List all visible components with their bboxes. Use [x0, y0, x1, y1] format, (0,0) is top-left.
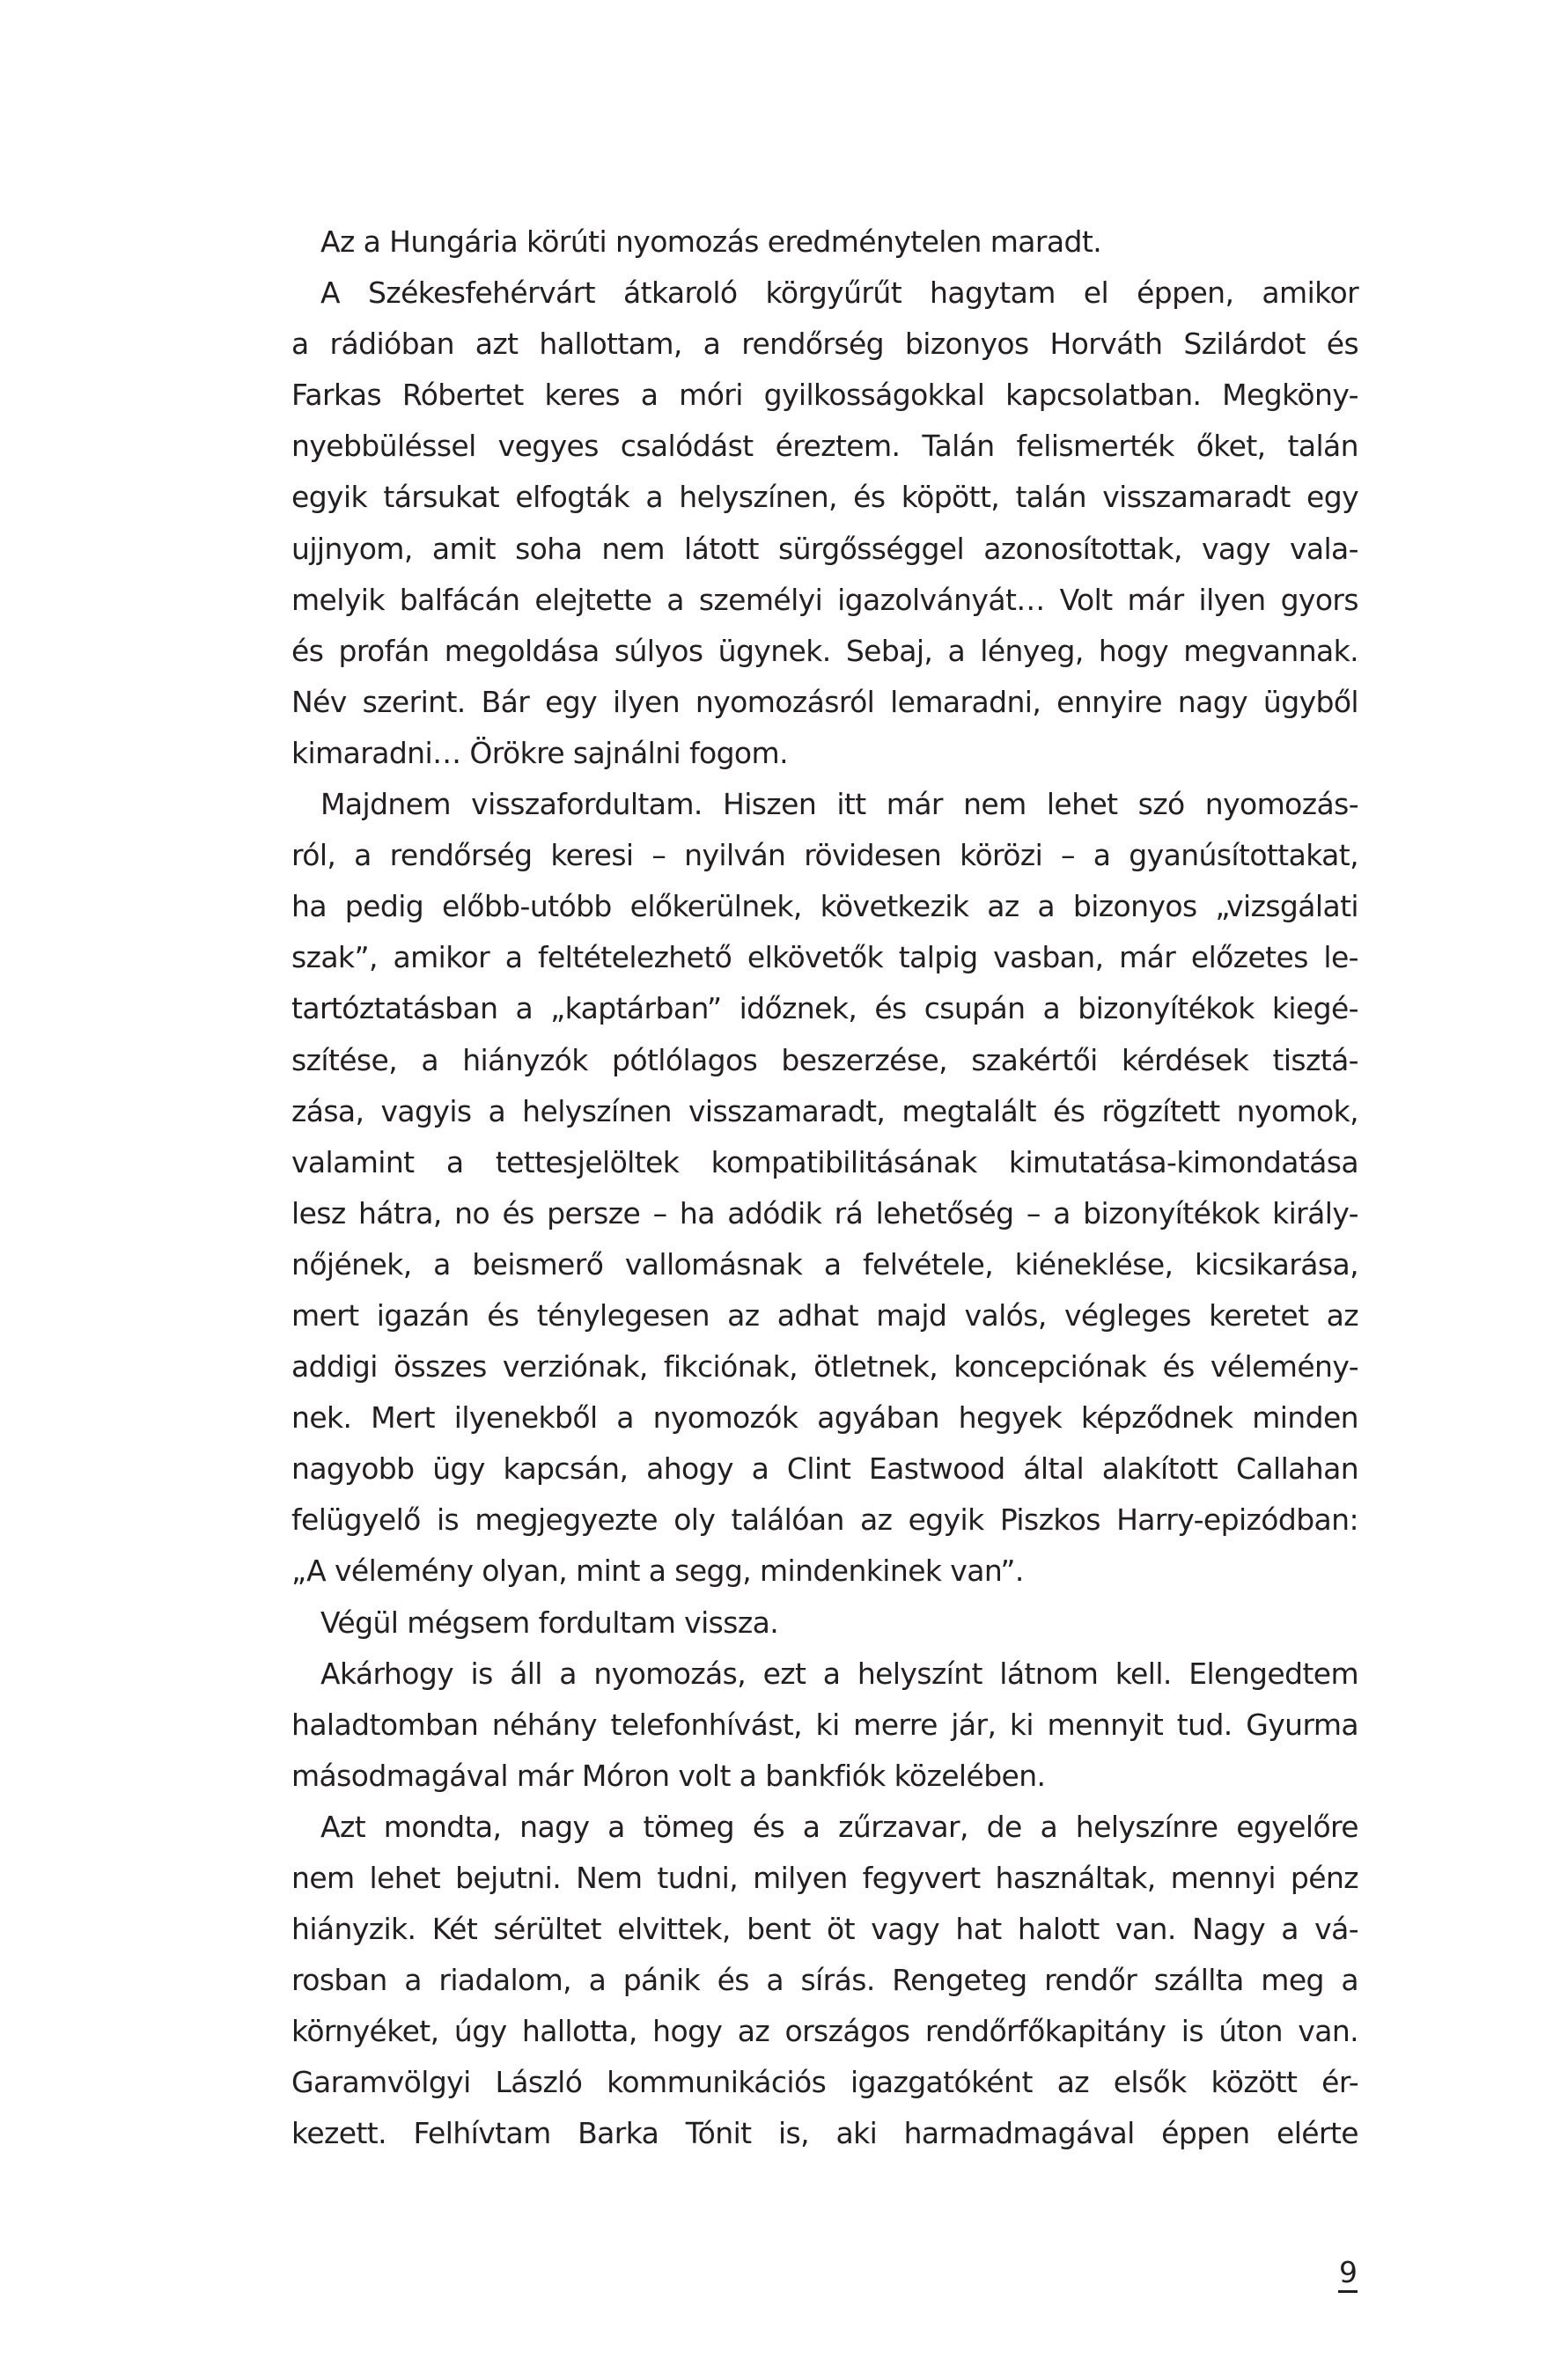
paragraph	[291, 1598, 1358, 1649]
text-line: felügyelő is megjegyezte oly találóan az egyik Piszkos Harry-epizódban:	[291, 1502, 1358, 1538]
text-line: Név szerint. Bár egy ilyen nyomozásról lemaradni, ennyire nagy ügyből	[291, 684, 1358, 719]
text-line: nagyobb ügy kapcsán, ahogy a Clint Eastwood által alakított Callahan	[291, 1451, 1359, 1487]
page-number: 9	[1339, 2255, 1358, 2289]
paragraph	[291, 268, 1358, 779]
text-line: Garamvölgyi László kommunikációs igazgatóként az elsők között ér-	[291, 2065, 1359, 2100]
text-line: a rádióban azt hallottam, a rendőrség bizonyos Horváth Szilárdot és	[291, 327, 1359, 362]
text-line: ujjnyom, amit soha nem látott sürgősséggel azonosítottak, vagy vala-	[291, 531, 1358, 566]
text-line: Majdnem visszafordultam. Hiszen itt már nem lehet szó nyomozás-	[320, 787, 1358, 822]
text-line: Farkas Róbertet keres a móri gyilkosságokkal kapcsolatban. Megköny-	[291, 378, 1358, 413]
text-line: Akárhogy is áll a nyomozás, ezt a helyszínt látnom kell. Elengedtem	[320, 1656, 1359, 1691]
text-line: Az a Hungária körúti nyomozás eredménytelen maradt.	[320, 224, 1102, 259]
text-line: nyebbüléssel vegyes csalódást éreztem. Talán felismerték őket, talán	[291, 429, 1358, 464]
paragraph	[291, 1649, 1358, 1802]
text-line: lesz hátra, no és persze – ha adódik rá lehetőség – a bizonyítékok király-	[291, 1195, 1358, 1230]
text-line: A Székesfehérvárt átkaroló körgyűrűt hagytam el éppen, amikor	[320, 275, 1359, 311]
text-line: tartóztatásban a „kaptárban” időznek, és csupán a bizonyítékok kiegé-	[291, 991, 1358, 1026]
text-line: valamint a tettesjelöltek kompatibilitásának kimutatása-kimondatása	[291, 1144, 1358, 1179]
text-line: mert igazán és ténylegesen az adhat majd valós, végleges keretet az	[291, 1297, 1359, 1333]
paragraph	[291, 779, 1358, 1598]
text-line: nőjének, a beismerő vallomásnak a felvétele, kiéneklése, kicsikarása,	[291, 1246, 1358, 1282]
text-line: ról, a rendőrség keresi – nyilván rövidesen körözi – a gyanúsítottakat,	[291, 838, 1358, 873]
text-line: egyik társukat elfogták a helyszínen, és köpött, talán visszamaradt egy	[291, 480, 1358, 515]
body-text	[291, 217, 1358, 2160]
text-line: hiányzik. Két sérültet elvittek, bent öt vagy hat halott van. Nagy a vá-	[291, 1912, 1359, 1947]
text-line: rosban a riadalom, a pánik és a sírás. Rengeteg rendőr szállta meg a	[291, 1963, 1359, 1998]
text-line: szak”, amikor a feltételezhető elkövetők talpig vasban, már előzetes le-	[291, 940, 1358, 975]
text-line: szítése, a hiányzók pótlólagos beszerzése, szakértői kérdések tisztá-	[291, 1042, 1358, 1077]
text-line: környéket, úgy hallotta, hogy az országos rendőrfőkapitány is úton van.	[291, 2014, 1359, 2049]
text-line: kezett. Felhívtam Barka Tónit is, aki harmadmagával éppen elérte	[291, 2116, 1358, 2151]
text-line: nek. Mert ilyenekből a nyomozók agyában hegyek képződnek minden	[291, 1400, 1358, 1436]
text-line: és profán megoldása súlyos ügynek. Sebaj, a lényeg, hogy megvannak.	[291, 633, 1359, 668]
text-line: kimaradni… Örökre sajnálni fogom.	[291, 735, 788, 770]
page-number-underline	[1338, 2290, 1358, 2293]
text-line: nem lehet bejutni. Nem tudni, milyen fegyvert használtak, mennyi pénz	[291, 1861, 1358, 1895]
text-line: Azt mondta, nagy a tömeg és a zűrzavar, de a helyszínre egyelőre	[320, 1809, 1358, 1844]
text-line: „A vélemény olyan, mint a segg, mindenkinek van”.	[291, 1554, 1024, 1589]
text-line: Végül mégsem fordultam vissza.	[320, 1605, 779, 1640]
paragraph	[291, 217, 1358, 268]
text-line: ha pedig előbb-utóbb előkerülnek, következik az a bizonyos „vizsgálati	[291, 889, 1358, 924]
text-line: haladtomban néhány telefonhívást, ki merre jár, ki mennyit tud. Gyurma	[291, 1707, 1358, 1742]
text-line: melyik balfácán elejtette a személyi igazolványát… Volt már ilyen gyors	[291, 582, 1358, 617]
text-line: másodmagával már Móron volt a bankfiók közelében.	[291, 1758, 1046, 1793]
paragraph	[291, 1802, 1358, 2160]
text-line: zása, vagyis a helyszínen visszamaradt, megtalált és rögzített nyomok,	[291, 1093, 1358, 1128]
text-line: addigi összes verziónak, fikciónak, ötletnek, koncepciónak és vélemény-	[291, 1349, 1359, 1385]
